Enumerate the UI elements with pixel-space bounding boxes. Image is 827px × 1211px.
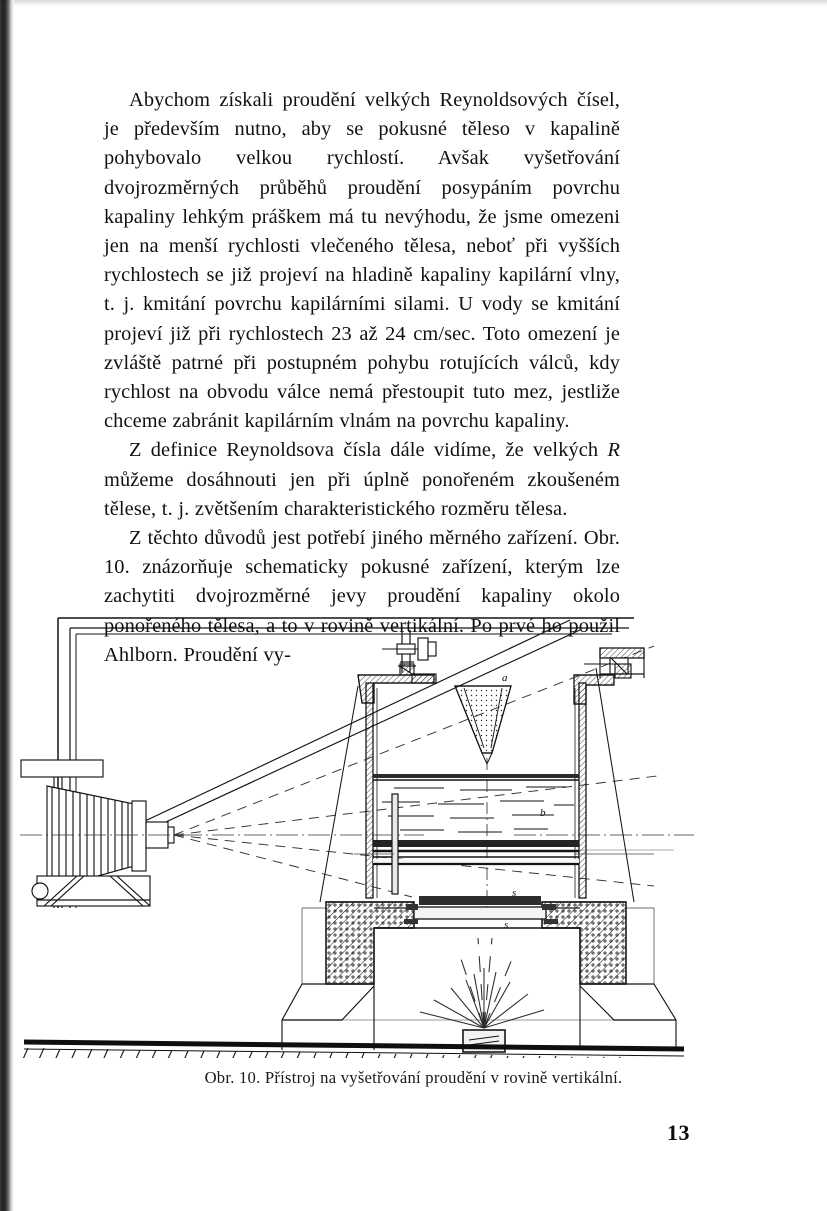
- figure-label-s-plate: s: [512, 887, 517, 899]
- reynolds-number-symbol: R: [607, 439, 620, 462]
- paragraph-3-text: Z těchto důvodů jest potřebí jiného měrného zařízení. Obr. 10. znázorňuje schematicky pokusné zařízení, kterým lze zachytiti dvojrozměrné jevy proudění kapaliny okolo ponořeného tělesa, a to v rovině vertikální. Po prvé ho použil Ahlborn. Proudění vy-: [104, 527, 620, 666]
- paragraph-2-text-before: Z definice Reynoldsova čísla dále vidíme, že velkých: [129, 439, 608, 462]
- paragraph-1-text: Abychom získali proudění velkých Reynoldsových čísel, je především nutno, aby se pokusné těleso v kapalině pohybovalo velkou rychlostí. Avšak vyšetřování dvojrozměrných průběhů proudění posypáním povrchu kapaliny lehkým práškem má tu nevýhodu, že jsme omezeni jen na menší rychlosti vlečeného tělesa, neboť při vyšších rychlostech se již projeví na hladině kapaliny kapilární vlny, t. j. kmitání povrchu kapilárními silami. U vody se kmitání projeví již při rychlostech 23 až 24 cm/sec. Toto omezení je zvláště patrné při postupném pohybu rotujících válců, kdy rychlost na obvodu válce nemá přestoupit tuto mez, jestliže chceme zabránit kapilárním vlnám na povrchu kapaliny.: [104, 89, 620, 433]
- camera-with-bellows: [47, 786, 174, 890]
- apparatus-drawing: [14, 608, 814, 1058]
- liquid-body: [373, 774, 579, 864]
- funnel: [455, 686, 511, 764]
- ground-line: [24, 1042, 684, 1056]
- paragraph-2-text-after: můžeme dosáhnouti jen při úplně ponořeném zkoušeném tělese, t. j. zvětšením charakteristického rozměru tělesa.: [104, 468, 620, 520]
- figure-obr-10: [14, 608, 814, 1058]
- inner-gauge-plate: [392, 794, 398, 894]
- figure-label-b: b: [540, 807, 546, 819]
- paragraph-1: [104, 86, 620, 436]
- light-rays: [420, 938, 544, 1028]
- paragraph-2: [104, 436, 620, 524]
- page-number: 13: [667, 1120, 690, 1145]
- figure-caption: Obr. 10. Přístroj na vyšetřování proudění v rovině vertikální.: [204, 1068, 623, 1087]
- figure-label-a: a: [502, 672, 508, 684]
- masonry-base: [282, 902, 676, 1050]
- drive-shaft-right: [584, 648, 644, 678]
- figure-label-s-ray: s: [504, 919, 509, 931]
- drive-shaft-left: [382, 630, 436, 675]
- camera-stand: [32, 876, 150, 906]
- text-block: [104, 86, 620, 670]
